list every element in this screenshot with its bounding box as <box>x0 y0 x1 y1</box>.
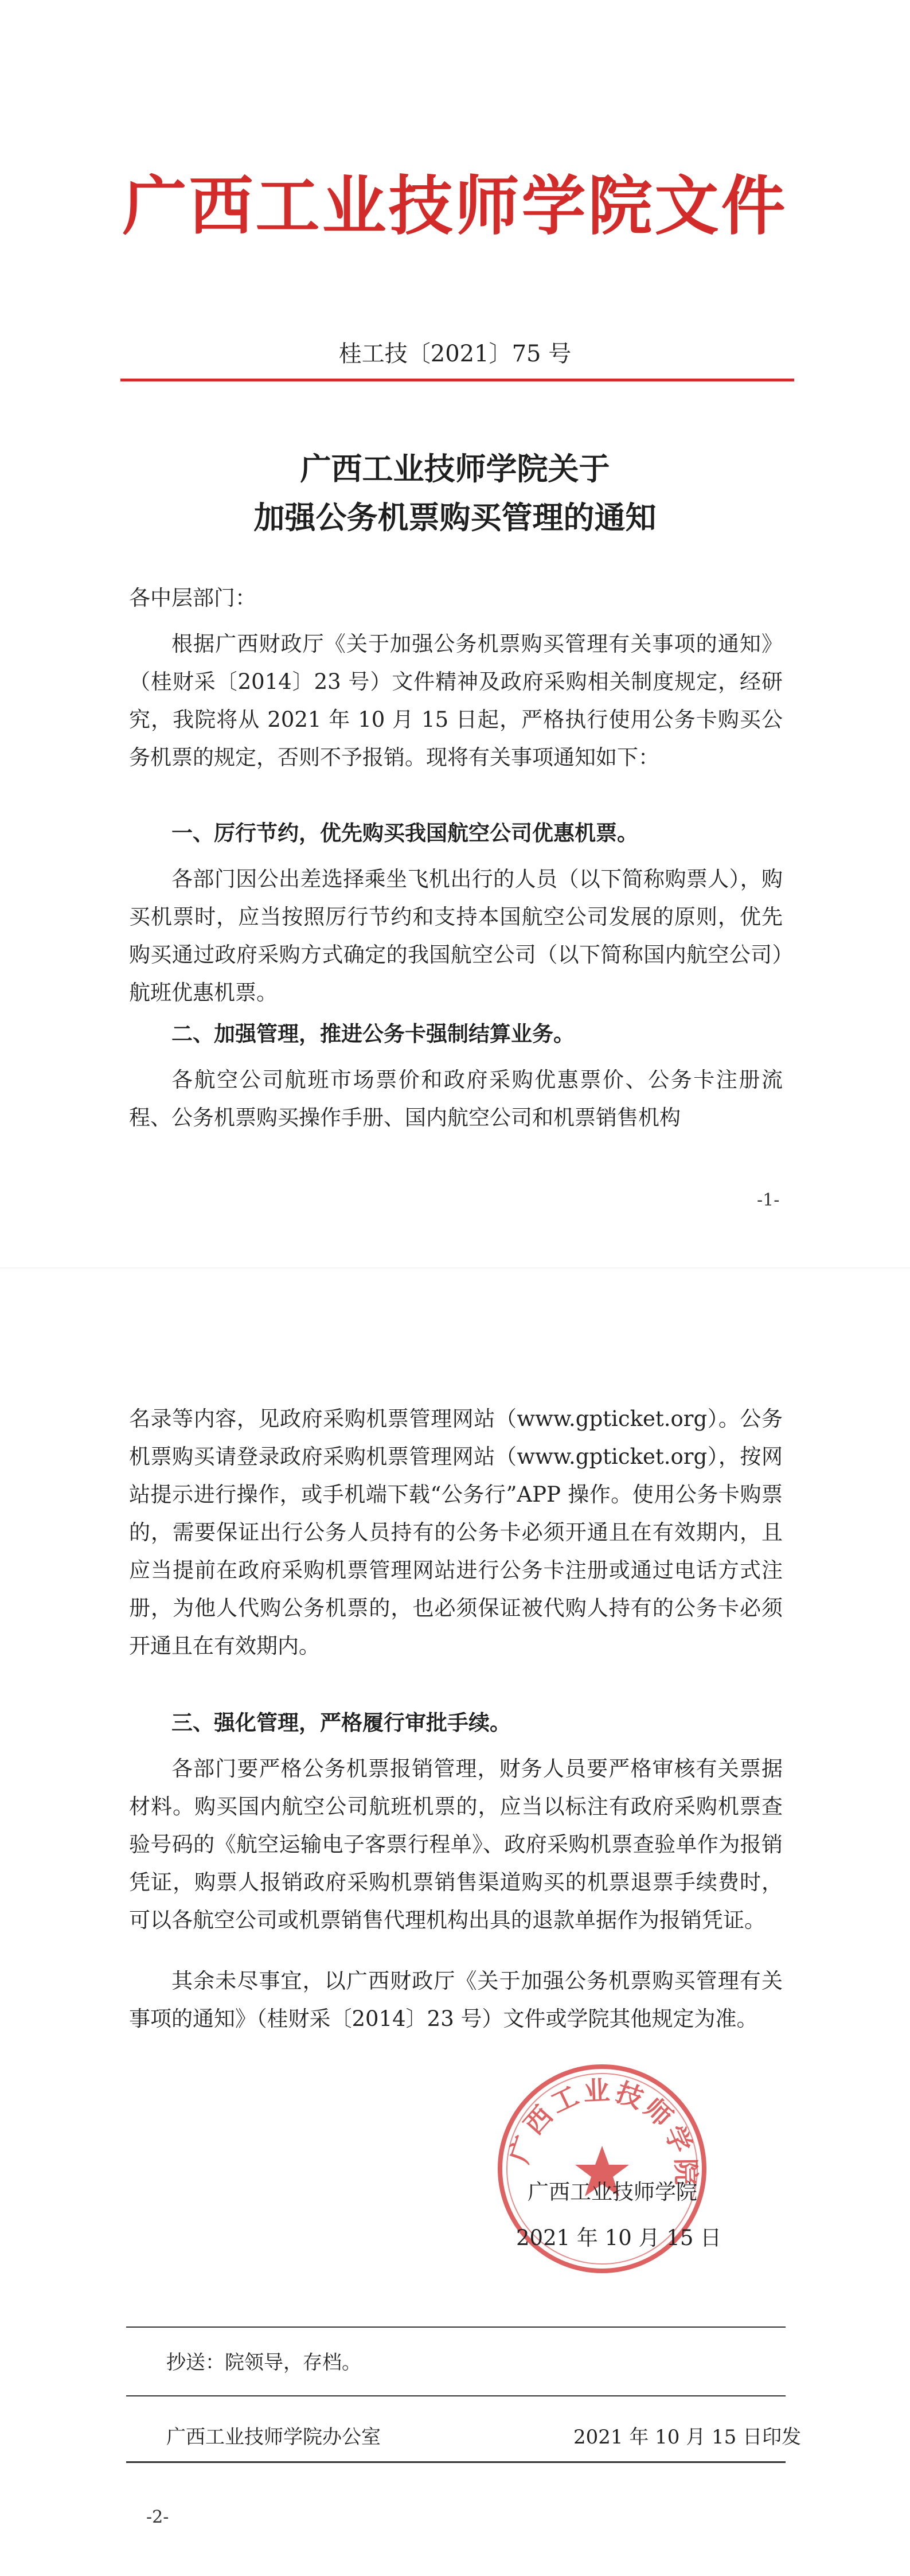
document-number: 桂工技〔2021〕75 号 <box>338 341 572 367</box>
salutation: 各中层部门： <box>129 586 256 610</box>
signature-date: 2021 年 10 月 15 日 <box>516 2226 722 2250</box>
notice-title-line-2: 加强公务机票购买管理的通知 <box>253 500 657 536</box>
seal-text: 广西工业技师学院 <box>503 2075 702 2189</box>
section-1-body: 各部门因公出差选择乘坐飞机出行的人员（以下简称购票人），购买机票时，应当按照厉行节约和支持本国航空公司发展的原则，优先购买通过政府采购方式确定的我国航空公司（以下简称国内航空公司）航班优惠机票。 <box>129 867 783 1005</box>
section-2-body-part-1: 各航空公司航班市场票价和政府采购优惠票价、公务卡注册流程、公务机票购买操作手册、国内航空公司和机票销售机构 <box>129 1067 783 1130</box>
red-header-rule <box>120 379 794 381</box>
closing-paragraph: 其余未尽事宜，以广西财政厅《关于加强公务机票购买管理有关事项的通知》（桂财采〔2014〕23 号）文件或学院其他规定为准。 <box>129 1969 783 2031</box>
issuing-office: 广西工业技师学院办公室 <box>166 2426 381 2449</box>
notice-title-line-1: 广西工业技师学院关于 <box>300 451 610 487</box>
section-2-body-part-2: 名录等内容，见政府采购机票管理网站（www.gpticket.org）。公务机票购买请登录政府采购机票管理网站（www.gpticket.org），按网站提示进行操作，或手机端下载“公务行”APP 操作。使用公务卡购票的，需要保证出行公务人员持有的公务卡必须开通且在有效期内，且应当提前在政府采购机票管理网站进行公务卡注册或通过电话方式注册，为他人代购公务机票的，也必须保证被代购人持有的公务卡必须开通且在有效期内。 <box>129 1406 783 1658</box>
footer-rule-top <box>126 2326 786 2328</box>
section-2-heading: 二、加强管理，推进公务卡强制结算业务。 <box>171 1022 575 1046</box>
footer-rule-middle <box>126 2395 786 2396</box>
page-number-1: -1- <box>757 1190 780 1210</box>
intro-paragraph: 根据广西财政厅《关于加强公务机票购买管理有关事项的通知》（桂财采〔2014〕23 号）文件精神及政府采购相关制度规定，经研究，我院将从 2021 年 10 月 15 日起，严格执行使用公务卡购买公务机票的规定，否则不予报销。现将有关事项通知如下： <box>129 632 783 770</box>
cc-line: 抄送：院领导，存档。 <box>166 2351 361 2374</box>
signature-organization: 广西工业技师学院 <box>528 2180 697 2204</box>
document-header-title: 广西工业技师学院文件 <box>122 169 788 244</box>
section-3-body: 各部门要严格公务机票报销管理，财务人员要严格审核有关票据材料。购买国内航空公司航班机票的，应当以标注有政府采购机票查验号码的《航空运输电子客票行程单》、政府采购机票查验单作为报销凭证，购票人报销政府采购机票销售渠道购买的机票退票手续费时，可以各航空公司或机票销售代理机构出具的退款单据作为报销凭证。 <box>129 1756 783 1932</box>
section-1-heading: 一、厉行节约，优先购买我国航空公司优惠机票。 <box>171 821 638 845</box>
page-1 <box>0 0 910 1268</box>
page-number-2: -2- <box>146 2507 169 2527</box>
section-3-heading: 三、强化管理，严格履行审批手续。 <box>171 1710 511 1735</box>
footer-rule-bottom <box>126 2461 786 2463</box>
issue-date: 2021 年 10 月 15 日印发 <box>573 2426 802 2449</box>
page-2 <box>0 1268 910 2576</box>
